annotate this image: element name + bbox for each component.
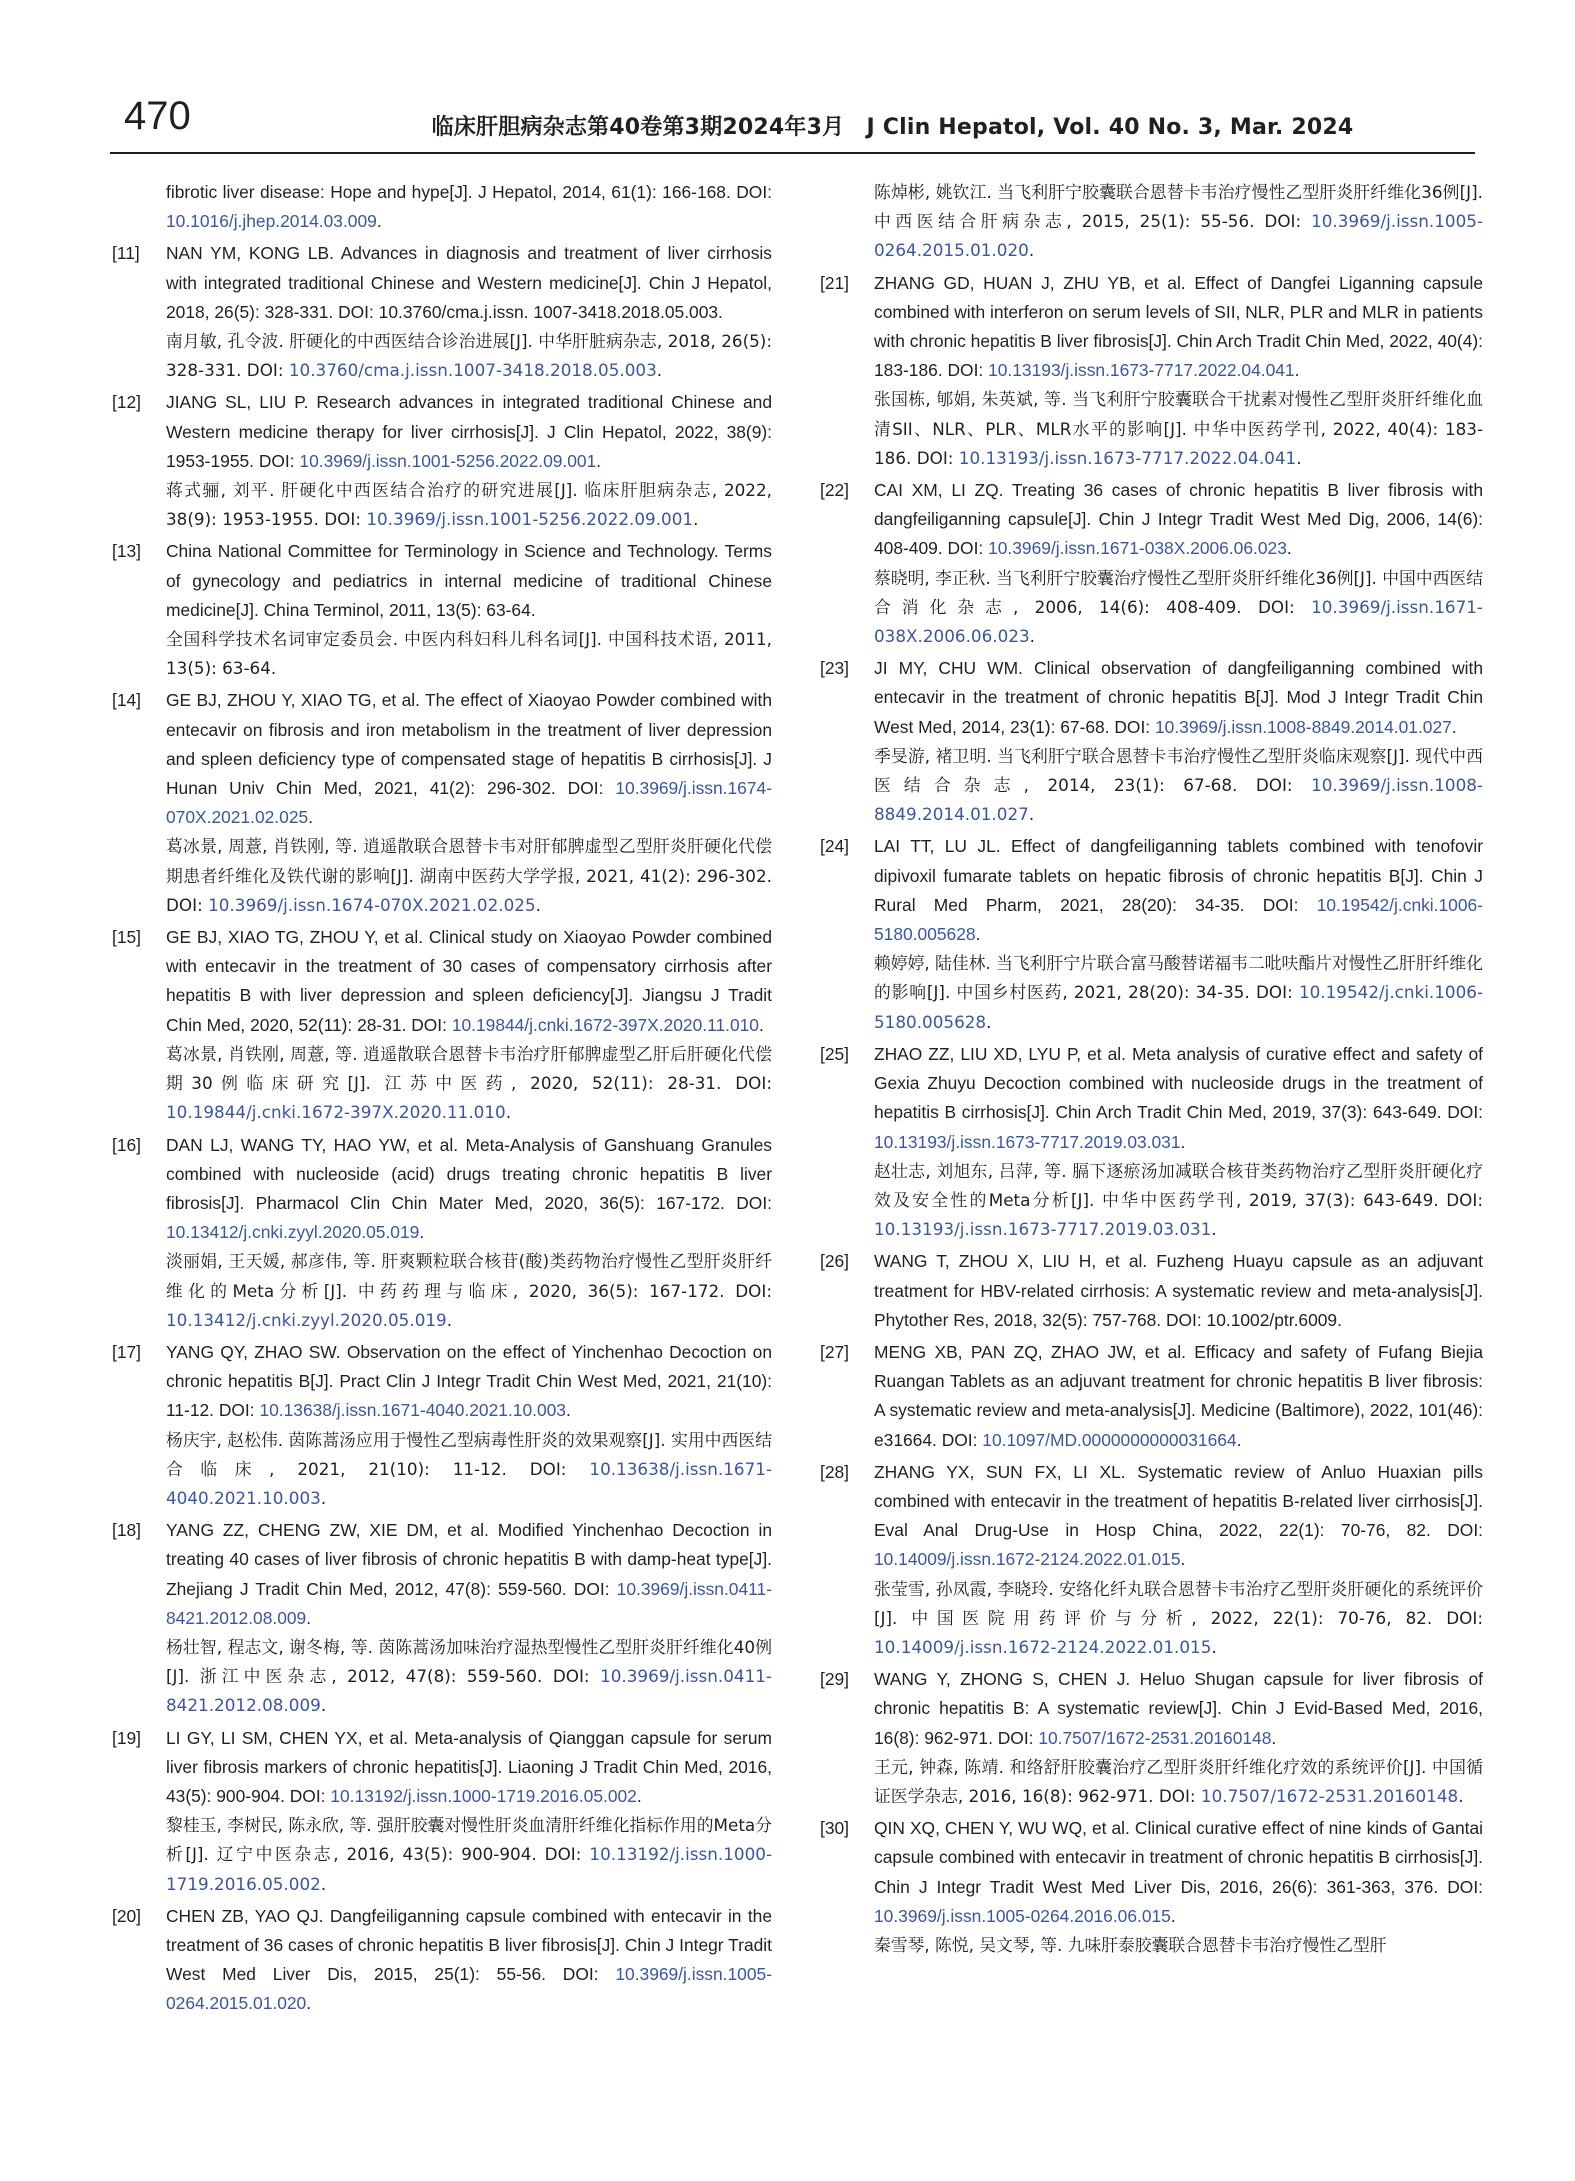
reference-body: [166, 1338, 772, 1513]
reference-number: [28]: [820, 1461, 850, 1482]
reference-number: [20]: [112, 1905, 142, 1926]
reference-english-end: .: [306, 1607, 312, 1628]
reference-number: [13]: [112, 541, 142, 562]
reference-item: [820, 1247, 1483, 1335]
reference-english-text: ZHAO ZZ, LIU XD, LYU P, et al. Meta analysis of curative effect and safety of Gexia Zhuyu Decoction combined with nucleoside drugs in the treatment of hepatitis B cirrhosis[J]. Chin Arch Tradit Chin Med, 2019, 37(3): 643-649. DOI:: [874, 1043, 1483, 1123]
reference-item: [820, 1814, 1483, 1960]
reference-english: [874, 1247, 1483, 1335]
reference-chinese: [874, 949, 1483, 1037]
right-column-references: [820, 178, 1483, 1963]
reference-item: [112, 537, 772, 683]
reference-chinese: [874, 1931, 1483, 1960]
reference-chinese: [874, 564, 1483, 652]
doi-link[interactable]: 10.19542/j.cnki.1006-5180.005628: [874, 982, 1483, 1032]
reference-chinese: [166, 1247, 772, 1335]
reference-english: [166, 388, 772, 476]
reference-body: [166, 178, 772, 236]
doi-link[interactable]: 10.3969/j.issn.1008-8849.2014.01.027: [874, 775, 1483, 825]
doi-link[interactable]: 10.3969/j.issn.1005-0264.2016.06.015: [874, 1905, 1171, 1926]
reference-english: [166, 1338, 772, 1426]
reference-body: [166, 537, 772, 683]
reference-number: [26]: [820, 1251, 850, 1272]
reference-english: [166, 1902, 772, 2019]
reference-item: [112, 1724, 772, 1899]
reference-item: [112, 1516, 772, 1720]
doi-link[interactable]: 10.19844/j.cnki.1672-397X.2020.11.010: [451, 1014, 759, 1035]
reference-item: [820, 1040, 1483, 1244]
reference-chinese-end: .: [693, 509, 699, 530]
reference-item: [112, 686, 772, 920]
reference-chinese: [166, 832, 772, 920]
reference-english-text: ZHANG GD, HUAN J, ZHU YB, et al. Effect of Dangfei Liganning capsule combined with interferon on serum levels of SII, NLR, PLR and MLR in patients with chronic hepatitis B liver fibrosis[J]. Chin Arch Tradit Chin Med, 2022, 40(4): 183-186. DOI:: [874, 272, 1483, 381]
reference-chinese-text: 全国科学技术名词审定委员会. 中医内科妇科儿科名词[J]. 中国科技术语, 2011, 13(5): 63-64.: [166, 629, 772, 679]
doi-link[interactable]: 10.13193/j.issn.1673-7717.2022.04.041: [958, 447, 1297, 468]
reference-chinese: [874, 178, 1483, 266]
reference-item: [820, 1338, 1483, 1455]
reference-english-text: GE BJ, XIAO TG, ZHOU Y, et al. Clinical study on Xiaoyao Powder combined with entecavir in the treatment of 30 cases of compensatory cirrhosis after hepatitis B with liver depression and spleen deficiency[J]. Jiangsu J Tradit Chin Med, 2020, 52(11): 28-31. DOI:: [166, 927, 772, 1035]
reference-body: [166, 686, 772, 920]
reference-english-text: YANG ZZ, CHENG ZW, XIE DM, et al. Modified Yinchenhao Decoction in treating 40 cases of liver fibrosis of chronic hepatitis B with damp-heat type[J]. Zhejiang J Tradit Chin Med, 2012, 47(8): 559-560. DOI:: [166, 1520, 772, 1599]
reference-chinese: [166, 1426, 772, 1514]
reference-number: [17]: [112, 1341, 142, 1362]
reference-body: [166, 1516, 772, 1720]
reference-item: [820, 1665, 1483, 1811]
doi-link[interactable]: 10.3969/j.issn.1671-038X.2006.06.023: [988, 538, 1287, 559]
reference-chinese: [166, 476, 772, 534]
reference-number: [14]: [112, 690, 142, 711]
doi-link[interactable]: 10.3969/j.issn.1674-070X.2021.02.025: [166, 778, 772, 828]
reference-number: [25]: [820, 1043, 850, 1064]
reference-body: [874, 1665, 1483, 1811]
reference-chinese: [874, 1575, 1483, 1663]
reference-english: [874, 1665, 1483, 1753]
reference-english-end: .: [1451, 716, 1457, 737]
doi-link[interactable]: 10.13192/j.issn.1000-1719.2016.05.002: [166, 1844, 772, 1894]
reference-chinese-text: 南月敏, 孔令波. 肝硬化的中西医结合诊治进展[J]. 中华肝脏病杂志, 2018, 26(5): 328-331. DOI:: [166, 331, 772, 381]
reference-english: [166, 923, 772, 1040]
reference-number: [27]: [820, 1341, 850, 1362]
reference-english-text: fibrotic liver disease: Hope and hype[J]. J Hepatol, 2014, 61(1): 166-168. DOI:: [166, 182, 772, 202]
reference-english-end: .: [376, 211, 382, 232]
reference-chinese-end: .: [320, 1695, 327, 1716]
reference-number: [11]: [112, 243, 140, 264]
reference-english-text: WANG T, ZHOU X, LIU H, et al. Fuzheng Huayu capsule as an adjuvant treatment for HBV-related cirrhosis: A systematic review and meta-analysis[J]. Phytother Res, 2018, 32(5): 757-768. DOI: 10.1002/ptr.6009.: [874, 1251, 1483, 1330]
doi-link[interactable]: 10.13193/j.issn.1673-7717.2019.03.031: [874, 1219, 1212, 1240]
reference-chinese-end: .: [446, 1309, 453, 1330]
reference-chinese-text: 张莹雪, 孙凤霞, 李晓玲. 安络化纤丸联合恩替卡韦治疗乙型肝炎肝硬化的系统评价[J]. 中国医院用药评价与分析, 2022, 22(1): 70-76, 82. DOI:: [874, 1578, 1483, 1628]
reference-english: [874, 269, 1483, 386]
reference-chinese-end: .: [1029, 626, 1035, 647]
reference-english-end: .: [308, 807, 314, 828]
reference-number: [23]: [820, 658, 850, 679]
reference-chinese-text: 陈焯彬, 姚钦江. 当飞利肝宁胶囊联合恩替卡韦治疗慢性乙型肝炎肝纤维化36例[J]. 中西医结合肝病杂志, 2015, 25(1): 55-56. DOI:: [874, 182, 1483, 232]
doi-link[interactable]: 10.3969/j.issn.0411-8421.2012.08.009: [166, 1666, 772, 1716]
reference-item: [112, 178, 772, 236]
reference-item: [820, 269, 1483, 473]
reference-english-end: .: [1294, 360, 1300, 381]
reference-item: [820, 654, 1483, 829]
reference-english-text: CAI XM, LI ZQ. Treating 36 cases of chronic hepatitis B liver fibrosis with dangfeiliganning capsule[J]. Chin J Integr Tradit West Med Dig, 2006, 14(6): 408-409. DOI:: [874, 480, 1483, 559]
reference-english-end: .: [1180, 1131, 1186, 1152]
reference-english: [874, 832, 1483, 949]
reference-chinese-end: .: [320, 1487, 327, 1508]
reference-number: [24]: [820, 836, 850, 857]
reference-english: [874, 1814, 1483, 1931]
reference-english-end: .: [419, 1222, 425, 1243]
reference-body: [874, 1338, 1483, 1455]
reference-english-text: ZHANG YX, SUN FX, LI XL. Systematic review of Anluo Huaxian pills combined with entecavir in the treatment of hepatitis B-related liver cirrhosis[J]. Eval Anal Drug-Use in Hosp China, 2022, 22(1): 70-76, 82. DOI:: [874, 1461, 1483, 1541]
reference-chinese: [166, 1633, 772, 1721]
reference-english: [874, 476, 1483, 564]
reference-body: [874, 1814, 1483, 1960]
reference-english-end: .: [1180, 1549, 1186, 1570]
reference-body: [166, 923, 772, 1127]
reference-item: [820, 476, 1483, 651]
reference-item: [820, 832, 1483, 1036]
reference-chinese-end: .: [1028, 804, 1035, 825]
reference-chinese: [166, 327, 772, 385]
reference-chinese-text: 蒋式骊, 刘平. 肝硬化中西医结合治疗的研究进展[J]. 临床肝胆病杂志, 2022, 38(9): 1953-1955. DOI:: [166, 480, 772, 530]
reference-body: [874, 1247, 1483, 1335]
reference-chinese-text: 王元, 钟森, 陈靖. 和络舒肝胶囊治疗乙型肝炎肝纤维化疗效的系统评价[J]. 中国循证医学杂志, 2016, 16(8): 962-971. DOI:: [874, 1756, 1483, 1806]
doi-link[interactable]: 10.3969/j.issn.1001-5256.2022.09.001: [299, 450, 597, 471]
reference-chinese: [874, 385, 1483, 473]
reference-english-text: LI GY, LI SM, CHEN YX, et al. Meta-analysis of Qianggan capsule for serum liver fibrosis markers of chronic hepatitis[J]. Liaoning J Tradit Chin Med, 2016, 43(5): 900-904. DOI:: [166, 1727, 772, 1806]
doi-link[interactable]: 10.3969/j.issn.1671-038X.2006.06.023: [874, 596, 1483, 647]
reference-body: [166, 1131, 772, 1335]
reference-english: [874, 1040, 1483, 1157]
reference-chinese-end: .: [1211, 1636, 1217, 1657]
reference-english-text: CHEN ZB, YAO QJ. Dangfeiliganning capsule combined with entecavir in the treatment of 36 cases of chronic hepatitis B liver fibrosis[J]. Chin J Integr Tradit West Med Liver Dis, 2015, 25(1): 55-56. DOI:: [166, 1905, 772, 1985]
doi-link[interactable]: 10.19844/j.cnki.1672-397X.2020.11.010: [166, 1102, 506, 1123]
reference-english-text: YANG QY, ZHAO SW. Observation on the effect of Yinchenhao Decoction on chronic hepatitis B[J]. Pract Clin J Integr Tradit Chin West Med, 2021, 21(10): 11-12. DOI:: [166, 1341, 772, 1421]
reference-number: [16]: [112, 1134, 142, 1155]
doi-link[interactable]: 10.13412/j.cnki.zyyl.2020.05.019: [166, 1222, 420, 1243]
reference-chinese-end: .: [1211, 1219, 1217, 1240]
reference-chinese-text: 季旻游, 褚卫明. 当飞利肝宁联合恩替卡韦治疗慢性乙型肝炎临床观察[J]. 现代中西医结合杂志, 2014, 23(1): 67-68. DOI:: [874, 745, 1483, 796]
reference-english-text: QIN XQ, CHEN Y, WU WQ, et al. Clinical curative effect of nine kinds of Gantai capsule combined with entecavir in treatment of chronic hepatitis B cirrhosis[J]. Chin J Integr Tradit West Med Liver Dis, 2016, 26(6): 361-363, 376. DOI:: [874, 1818, 1483, 1897]
reference-body: [166, 1902, 772, 2019]
doi-link[interactable]: 10.3969/j.issn.1001-5256.2022.09.001: [366, 509, 694, 530]
reference-english-text: DAN LJ, WANG TY, HAO YW, et al. Meta-Analysis of Ganshuang Granules combined with nucleoside (acid) drugs treating chronic hepatitis B liver fibrosis[J]. Pharmacol Clin Chin Mater Med, 2020, 36(5): 167-172. DOI:: [166, 1134, 772, 1213]
reference-chinese-text: 杨庆宇, 赵松伟. 茵陈蒿汤应用于慢性乙型病毒性肝炎的效果观察[J]. 实用中西医结合临床, 2021, 21(10): 11-12. DOI:: [166, 1429, 772, 1479]
reference-chinese-end: .: [986, 1011, 992, 1032]
reference-chinese-text: 葛冰景, 肖铁刚, 周薏, 等. 逍遥散联合恩替卡韦治疗肝郁脾虚型乙肝后肝硬化代偿期30例临床研究[J]. 江苏中医药, 2020, 52(11): 28-31. DOI:: [166, 1043, 772, 1094]
reference-english-text: GE BJ, ZHOU Y, XIAO TG, et al. The effect of Xiaoyao Powder combined with entecavir on fibrosis and iron metabolism in the treatment of liver depression and spleen deficiency type of compensated stage of hepatitis B cirrhosis[J]. J Hunan Univ Chin Med, 2021, 41(2): 296-302. DOI:: [166, 690, 772, 799]
reference-english: [166, 686, 772, 832]
reference-english-text: JI MY, CHU WM. Clinical observation of dangfeiliganning combined with entecavir in the treatment of chronic hepatitis B[J]. Mod J Integr Tradit Chin West Med, 2014, 23(1): 67-68. DOI:: [874, 658, 1483, 737]
reference-number: [15]: [112, 927, 142, 948]
reference-number: [29]: [820, 1669, 850, 1690]
reference-body: [874, 178, 1483, 266]
reference-english: [874, 654, 1483, 742]
doi-link[interactable]: 10.3969/j.issn.0411-8421.2012.08.009: [166, 1578, 772, 1628]
reference-english-text: MENG XB, PAN ZQ, ZHAO JW, et al. Efficacy and safety of Fufang Biejia Ruangan Tablets as an adjuvant treatment for chronic hepatitis B liver fibrosis: A systematic review and meta-analysis[J]. Medicine (Baltimore), 2022, 101(46): e31664. DOI:: [874, 1341, 1483, 1450]
reference-english-end: .: [758, 1014, 764, 1035]
doi-link[interactable]: 10.3969/j.issn.1008-8849.2014.01.027: [1154, 716, 1452, 737]
doi-link[interactable]: 10.13192/j.issn.1000-1719.2016.05.002: [330, 1785, 637, 1806]
reference-item: [820, 178, 1483, 266]
left-column-references: [112, 178, 772, 2022]
doi-link[interactable]: 10.13193/j.issn.1673-7717.2019.03.031: [874, 1131, 1181, 1152]
reference-english-text: JIANG SL, LIU P. Research advances in integrated traditional Chinese and Western medicine therapy for liver cirrhosis[J]. J Clin Hepatol, 2022, 38(9): 1953-1955. DOI:: [166, 392, 772, 471]
reference-english-end: .: [1271, 1727, 1277, 1748]
doi-link[interactable]: 10.7507/1672-2531.20160148: [1200, 1785, 1459, 1806]
reference-english-end: .: [975, 924, 981, 945]
reference-english: [874, 1458, 1483, 1575]
doi-link[interactable]: 10.13638/j.issn.1671-4040.2021.10.003: [166, 1458, 772, 1508]
reference-chinese-text: 葛冰景, 周薏, 肖铁刚, 等. 逍遥散联合恩替卡韦对肝郁脾虚型乙型肝炎肝硬化代偿期患者纤维化及铁代谢的影响[J]. 湖南中医药大学学报, 2021, 41(2): 296-302. DOI:: [166, 836, 772, 915]
doi-link[interactable]: 10.13638/j.issn.1671-4040.2021.10.003: [259, 1400, 566, 1421]
reference-number: [18]: [112, 1520, 142, 1541]
doi-link[interactable]: 10.1016/j.jhep.2014.03.009: [166, 211, 377, 232]
journal-running-head: 临床肝胆病杂志第40卷第3期2024年3月 J Clin Hepatol, Vol. 40 No. 3, Mar. 2024: [431, 115, 1354, 140]
reference-chinese: [166, 1811, 772, 1899]
doi-link[interactable]: 10.19542/j.cnki.1006-5180.005628: [874, 894, 1483, 945]
reference-item: [112, 388, 772, 534]
reference-english-end: .: [306, 1993, 312, 2014]
reference-chinese-text: 张国栋, 郇娟, 朱英斌, 等. 当飞利肝宁胶囊联合干扰素对慢性乙型肝炎肝纤维化血清SII、NLR、PLR、MLR水平的影响[J]. 中华中医药学刊, 2022, 40(4): 183-186. DOI:: [874, 389, 1483, 468]
page-header: [110, 90, 1475, 154]
reference-english-text: NAN YM, KONG LB. Advances in diagnosis and treatment of liver cirrhosis with integrated traditional Chinese and Western medicine[J]. Chin J Hepatol, 2018, 26(5): 328-331. DOI: 10.3760/cma.j.issn. 1007-3418.2018.05.003.: [166, 243, 772, 322]
reference-chinese: [166, 625, 772, 683]
reference-chinese-end: .: [1028, 240, 1035, 261]
reference-chinese-end: .: [505, 1102, 512, 1123]
reference-number: [22]: [820, 480, 850, 501]
reference-chinese-end: .: [1296, 447, 1302, 468]
reference-english: [166, 1724, 772, 1812]
reference-item: [112, 1131, 772, 1335]
reference-english: [874, 1338, 1483, 1455]
reference-english-end: .: [1286, 538, 1292, 559]
reference-number: [19]: [112, 1727, 142, 1748]
reference-body: [166, 239, 772, 385]
reference-number: [12]: [112, 392, 142, 413]
reference-item: [112, 1902, 772, 2019]
reference-english-end: .: [1236, 1429, 1242, 1450]
doi-link[interactable]: 10.14009/j.issn.1672-2124.2022.01.015: [874, 1636, 1212, 1657]
doi-link[interactable]: 10.3969/j.issn.1674-070X.2021.02.025: [208, 894, 536, 915]
doi-link[interactable]: 10.13412/j.cnki.zyyl.2020.05.019: [166, 1309, 447, 1330]
reference-chinese-end: .: [656, 360, 663, 381]
reference-item: [820, 1458, 1483, 1662]
reference-chinese-text: 赵壮志, 刘旭东, 吕萍, 等. 膈下逐瘀汤加减联合核苷类药物治疗乙型肝炎肝硬化疗效及安全性的Meta分析[J]. 中华中医药学刊, 2019, 37(3): 643-649. DOI:: [874, 1160, 1483, 1210]
reference-number: [30]: [820, 1818, 850, 1839]
reference-chinese-text: 杨壮智, 程志文, 谢冬梅, 等. 茵陈蒿汤加味治疗湿热型慢性乙型肝炎肝纤维化40例[J]. 浙江中医杂志, 2012, 47(8): 559-560. DOI:: [166, 1636, 772, 1687]
reference-english-text: WANG Y, ZHONG S, CHEN J. Heluo Shugan capsule for liver fibrosis of chronic hepatitis B: A systematic review[J]. Chin J Evid-Based Med, 2016, 16(8): 962-971. DOI:: [874, 1669, 1483, 1748]
doi-link[interactable]: 10.3969/j.issn.1005-0264.2015.01.020: [874, 211, 1483, 261]
reference-english: [166, 537, 772, 625]
reference-body: [166, 388, 772, 534]
reference-body: [874, 269, 1483, 473]
doi-link[interactable]: 10.3760/cma.j.issn.1007-3418.2018.05.003: [288, 360, 657, 381]
reference-body: [874, 1040, 1483, 1244]
reference-english: [166, 239, 772, 327]
reference-number: [21]: [820, 272, 850, 293]
reference-english: [166, 1131, 772, 1248]
reference-english: [166, 1516, 772, 1633]
doi-link[interactable]: 10.3969/j.issn.1005-0264.2015.01.020: [166, 1964, 772, 2014]
reference-chinese-end: .: [535, 894, 541, 915]
reference-english-text: China National Committee for Terminology in Science and Technology. Terms of gynecology and pediatrics in internal medicine of traditional Chinese medicine[J]. China Terminol, 2011, 13(5): 63-64.: [166, 541, 772, 620]
reference-body: [874, 476, 1483, 651]
reference-english-text: LAI TT, LU JL. Effect of dangfeiliganning tablets combined with tenofovir dipivoxil fumarate tablets on hepatic fibrosis of chronic hepatitis B[J]. Chin J Rural Med Pharm, 2021, 28(20): 34-35. DOI:: [874, 836, 1483, 915]
reference-english-end: .: [596, 450, 602, 471]
doi-link[interactable]: 10.1097/MD.0000000000031664: [982, 1429, 1237, 1450]
reference-chinese-text: 秦雪琴, 陈悦, 吴文琴, 等. 九味肝泰胶囊联合恩替卡韦治疗慢性乙型肝: [874, 1934, 1387, 1955]
reference-item: [112, 239, 772, 385]
doi-link[interactable]: 10.14009/j.issn.1672-2124.2022.01.015: [874, 1549, 1181, 1570]
reference-english-end: .: [1170, 1905, 1176, 1926]
reference-chinese: [874, 742, 1483, 830]
reference-body: [874, 654, 1483, 829]
reference-english: [166, 178, 772, 236]
reference-chinese-text: 淡丽娟, 王天媛, 郝彦伟, 等. 肝爽颗粒联合核苷(酸)类药物治疗慢性乙型肝炎肝纤维化的Meta分析[J]. 中药药理与临床, 2020, 36(5): 167-172. DOI:: [166, 1251, 772, 1301]
reference-chinese-text: 蔡晓明, 李正秋. 当飞利肝宁胶囊治疗慢性乙型肝炎肝纤维化36例[J]. 中国中西医结合消化杂志, 2006, 14(6): 408-409. DOI:: [874, 567, 1483, 617]
reference-chinese: [874, 1753, 1483, 1811]
reference-chinese: [166, 1040, 772, 1128]
reference-item: [112, 923, 772, 1127]
reference-item: [112, 1338, 772, 1513]
reference-chinese-text: 赖婷婷, 陆佳林. 当飞利肝宁片联合富马酸替诺福韦二吡呋酯片对慢性乙肝肝纤维化的影响[J]. 中国乡村医药, 2021, 28(20): 34-35. DOI:: [874, 953, 1483, 1003]
page-number: 470: [124, 94, 191, 138]
reference-chinese-end: .: [320, 1873, 327, 1894]
doi-link[interactable]: 10.7507/1672-2531.20160148: [1038, 1727, 1272, 1748]
doi-link[interactable]: 10.13193/j.issn.1673-7717.2022.04.041: [988, 360, 1295, 381]
reference-chinese: [874, 1157, 1483, 1245]
reference-chinese-end: .: [1458, 1785, 1464, 1806]
reference-body: [874, 1458, 1483, 1662]
reference-body: [166, 1724, 772, 1899]
reference-body: [874, 832, 1483, 1036]
reference-english-end: .: [565, 1400, 571, 1421]
reference-chinese-text: 黎桂玉, 李树民, 陈永欣, 等. 强肝胶囊对慢性肝炎血清肝纤维化指标作用的Meta分析[J]. 辽宁中医杂志, 2016, 43(5): 900-904. DOI:: [166, 1815, 772, 1865]
reference-english-end: .: [636, 1785, 642, 1806]
